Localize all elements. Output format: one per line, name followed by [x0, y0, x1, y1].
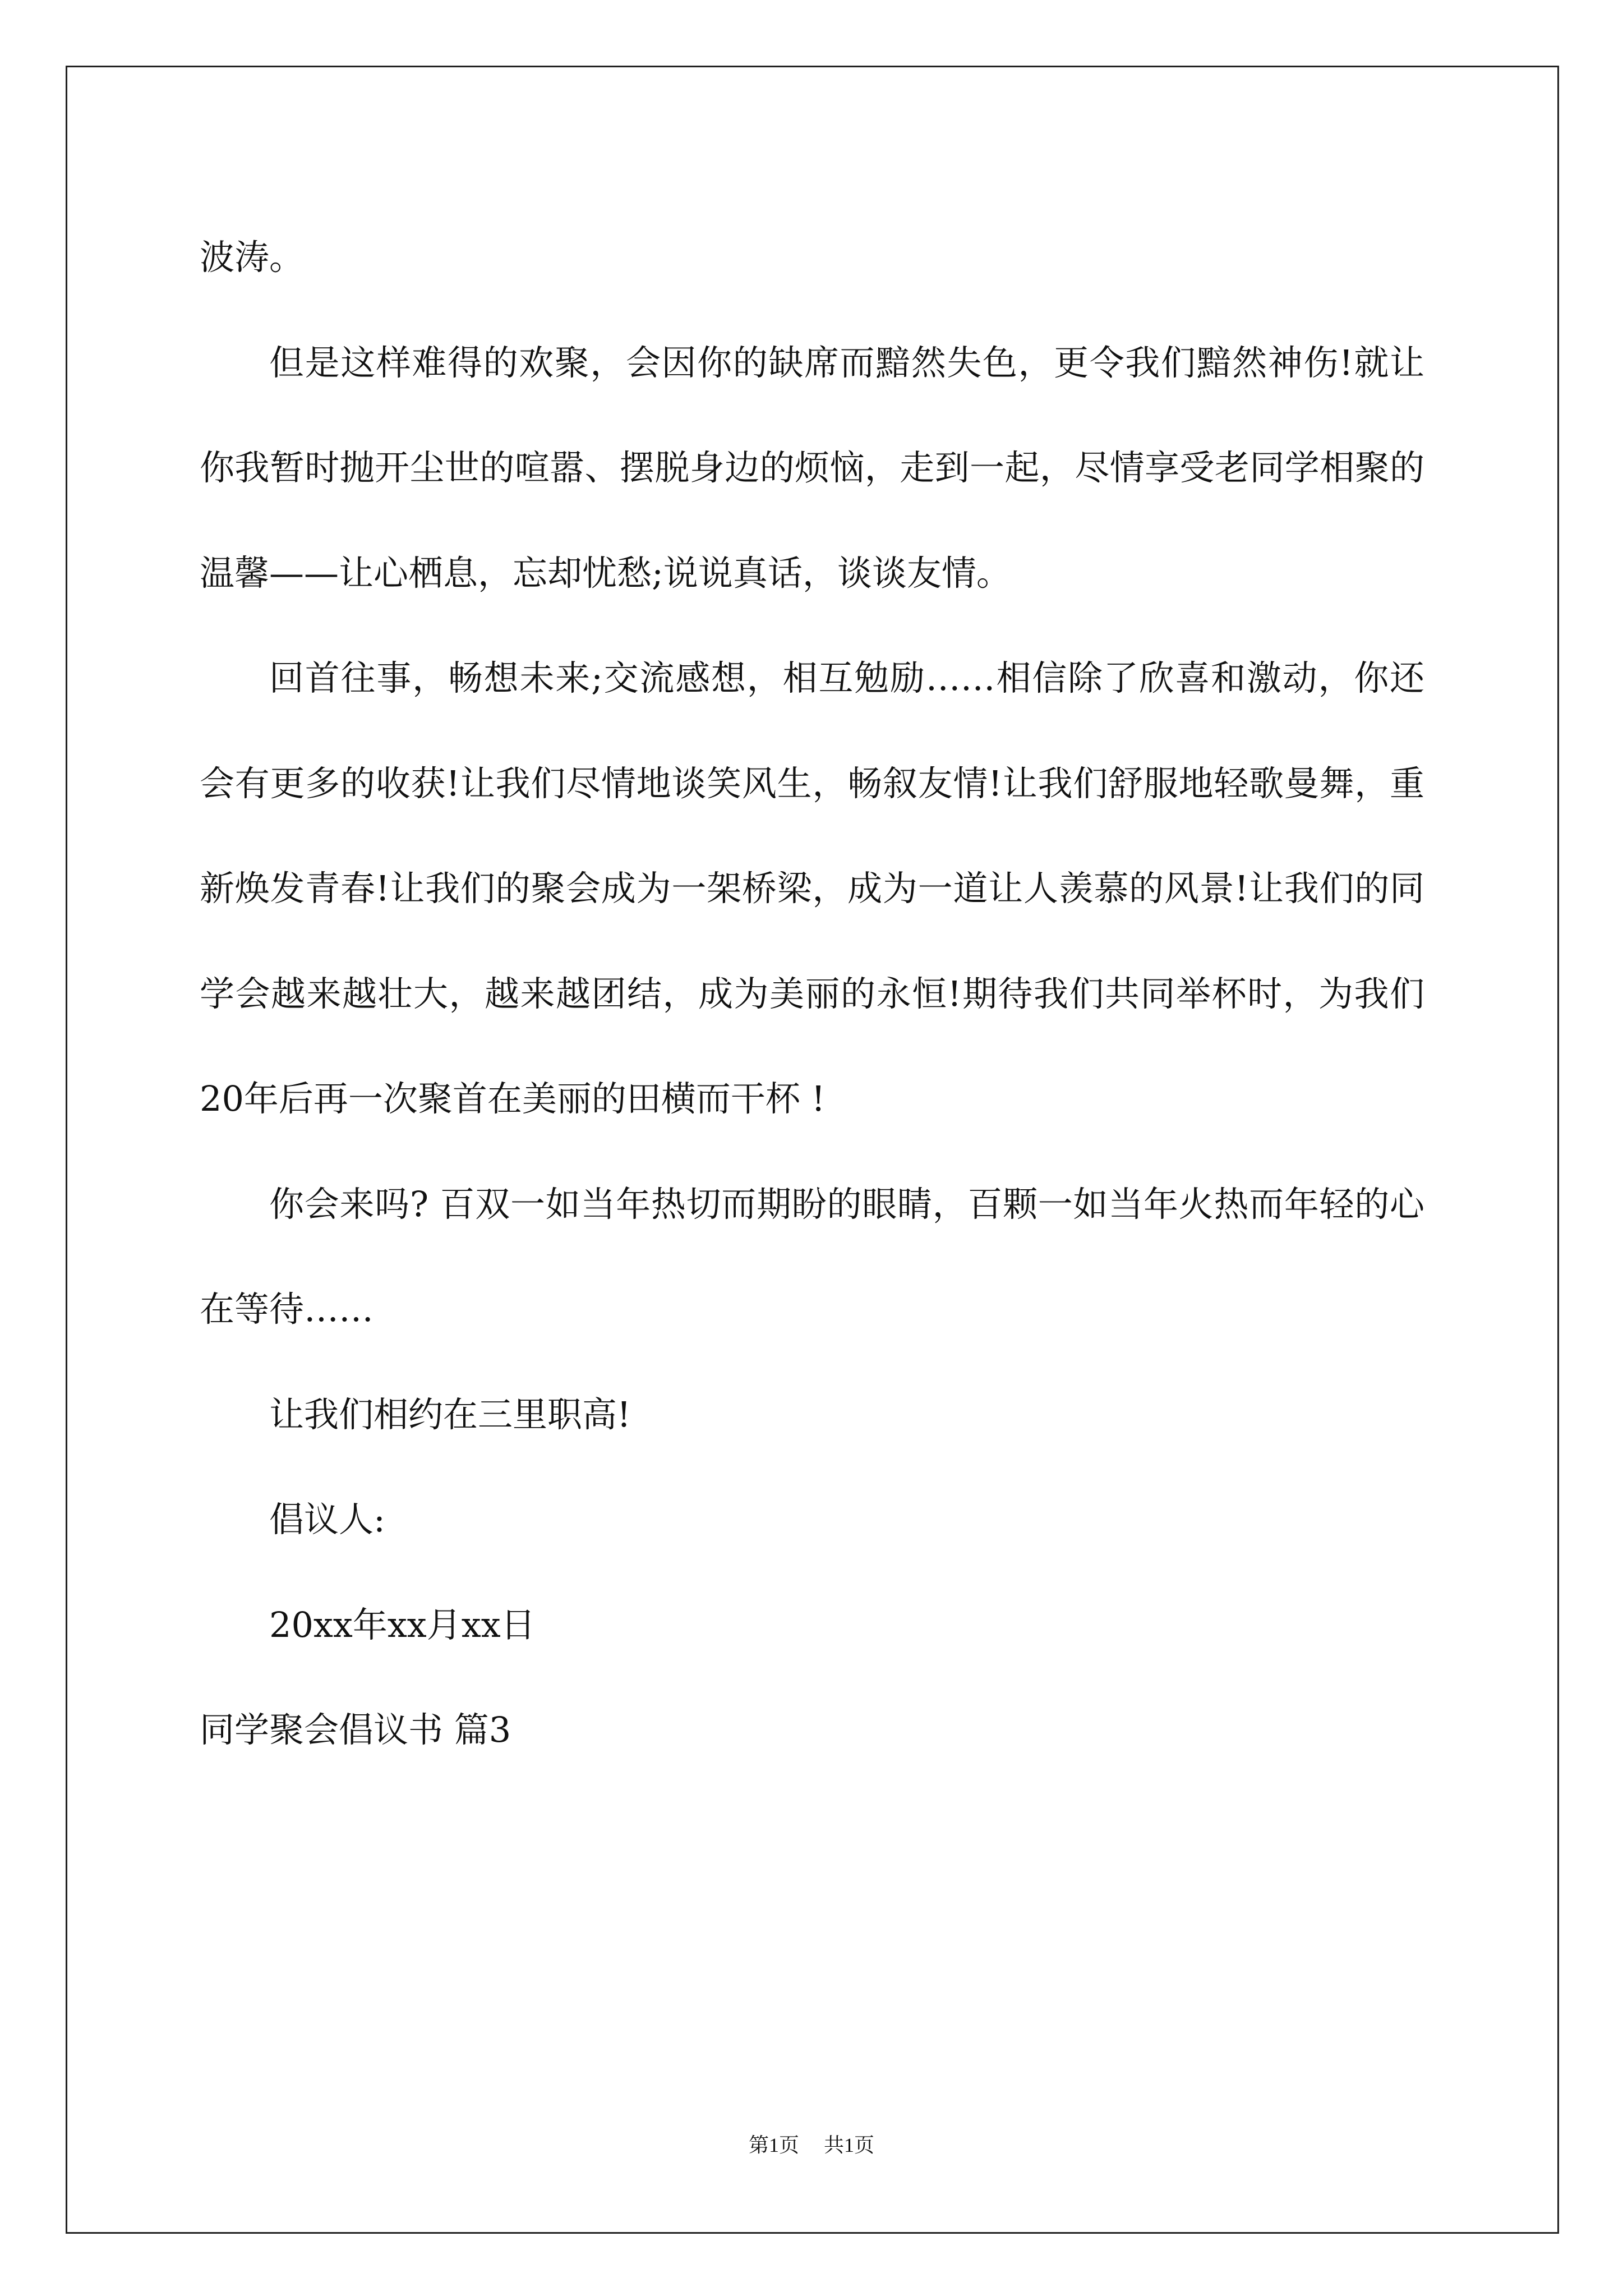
- paragraph-reminiscence: 回首往事，畅想未来;交流感想，相互勉励……相信除了欣喜和激动，你还会有更多的收获!让我们尽情地谈笑风生，畅叙友情!让我们舒服地轻歌曼舞，重新焕发青春!让我们的聚会成为一架桥梁，成为一道让人羡慕的风景!让我们的同学会越来越壮大，越来越团结，成为美丽的永恒!期待我们共同举杯时，为我们20年后再一次聚首在美丽的田横而干杯 !: [200, 657, 1424, 1119]
- paragraph-invitation: 但是这样难得的欢聚，会因你的缺席而黯然失色，更令我们黯然神伤!就让你我暂时抛开尘世的喧嚣、摆脱身边的烦恼，走到一起，尽情享受老同学相聚的温馨——让心栖息，忘却忧愁;说说真话，谈谈友情。: [200, 342, 1424, 593]
- document-body: [200, 205, 1424, 1783]
- paragraph-meeting-place: 让我们相约在三里职高!: [269, 1393, 631, 1435]
- paragraph-question: 你会来吗? 百双一如当年热切而期盼的眼睛，百颗一如当年火热而年轻的心在等待……: [200, 1183, 1424, 1329]
- section-heading: 同学聚会倡议书 篇3: [200, 1709, 511, 1750]
- page-footer: [0, 2129, 1623, 2158]
- signature-label: 倡议人:: [269, 1499, 385, 1540]
- paragraph-continuation: 波涛。: [200, 237, 305, 278]
- page-number: 第1页: [748, 2134, 799, 2156]
- page-total: 共1页: [824, 2134, 875, 2156]
- signature-date: 20xx年xx月xx日: [269, 1604, 536, 1645]
